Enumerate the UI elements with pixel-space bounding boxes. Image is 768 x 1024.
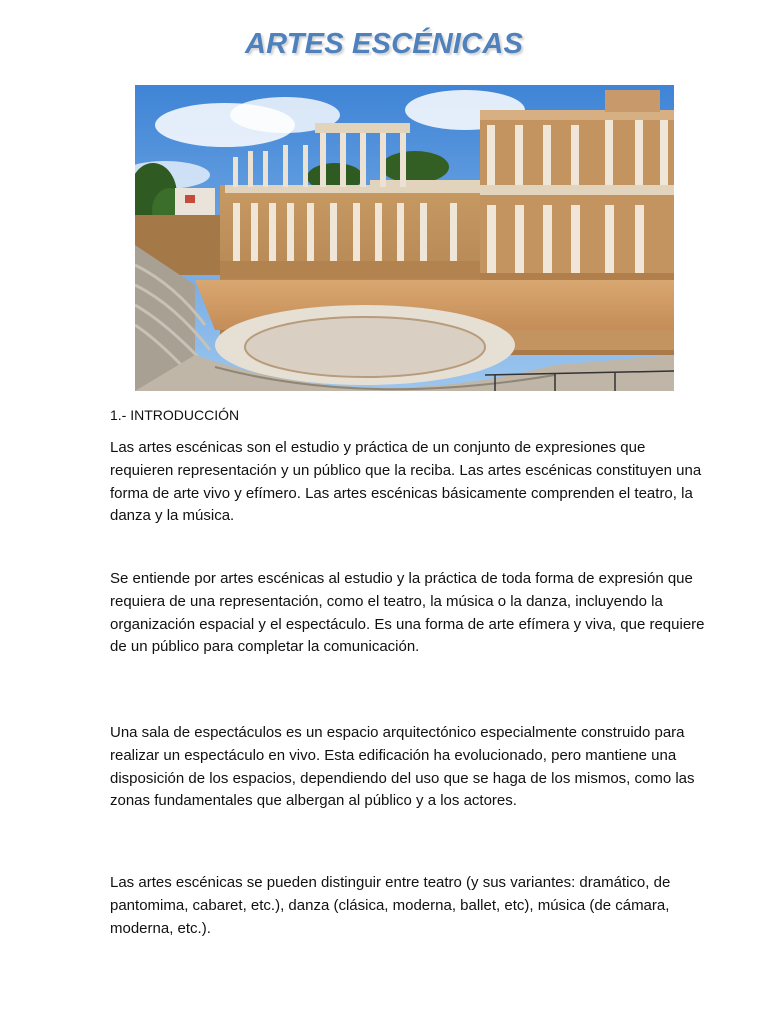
paragraph-3: Una sala de espectáculos es un espacio arquitectónico especialmente construido para realizar un espectáculo en vivo. Esta edificación ha evolucionado, pero mantiene una disposición de los espacios, dependiendo del uso que se haga de los mismos, como las zonas fundamentales que albergan al público y a los actores. — [110, 724, 695, 810]
paragraph-4: Las artes escénicas se pueden distinguir entre teatro (y sus variantes: dramático, de pantomima, cabaret, etc.), danza (clásica, moderna, ballet, etc), música (de cámara, moderna, etc.). — [110, 874, 671, 937]
page-title: ARTES ESCÉNICAS — [244, 28, 524, 60]
section-heading: 1.- INTRODUCCIÓN — [110, 407, 240, 423]
roman-theatre-photo — [135, 85, 674, 391]
paragraph-1: Las artes escénicas son el estudio y práctica de un conjunto de expresiones que requieren representación y un público que la reciba. Las artes escénicas constituyen una forma de arte vivo y efímero. Las artes escénicas básicamente comprenden el teatro, la danza y la música. — [110, 439, 702, 525]
paragraph-2: Se entiende por artes escénicas al estudio y la práctica de toda forma de expresión que requiera de una representación, como el teatro, la música o la danza, incluyendo la organización espacial y el espectáculo. Es una forma de arte efímera y viva, que requiere de un público para completar la comunicación. — [110, 570, 705, 656]
